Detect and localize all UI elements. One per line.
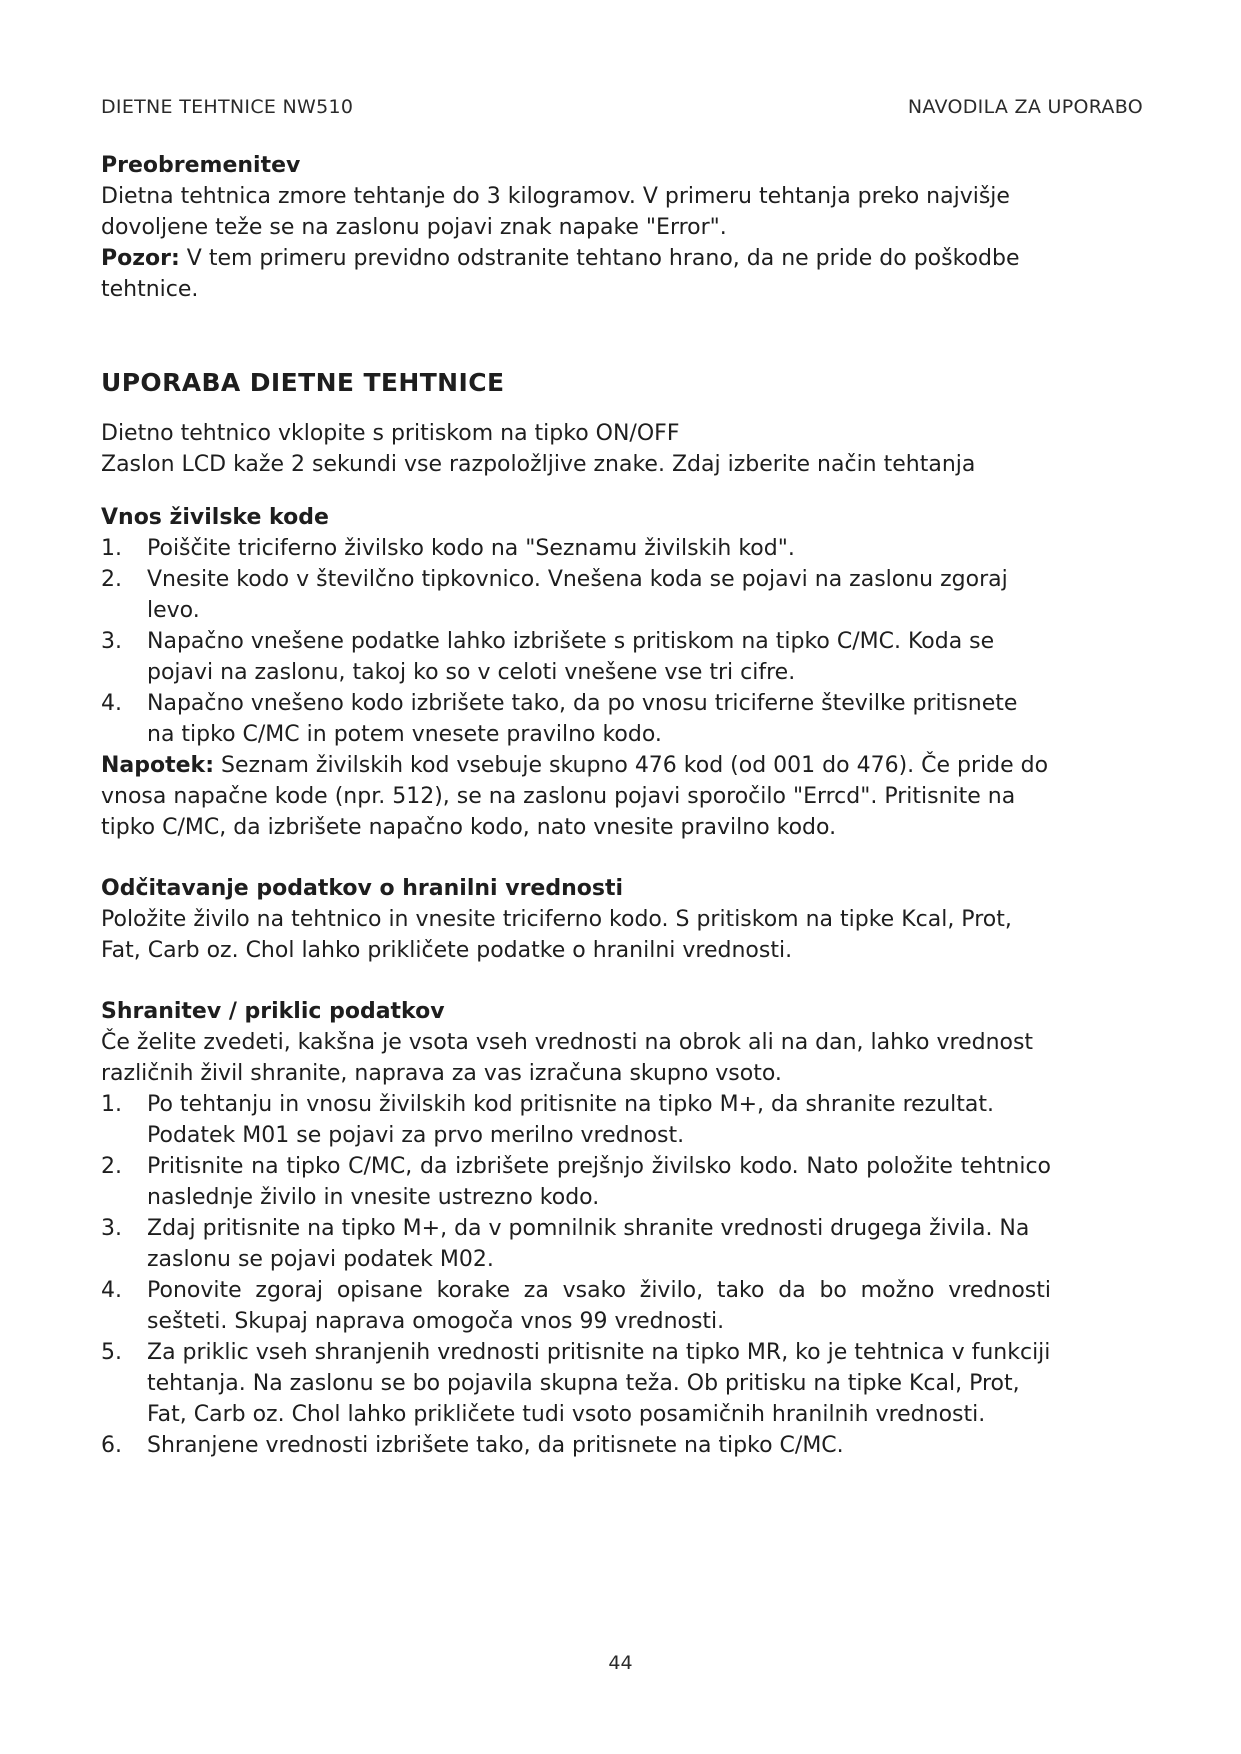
usage-section bbox=[101, 367, 1051, 480]
usage-line-1: Dietno tehtnico vklopite s pritiskom na tipko ON/OFF bbox=[101, 421, 680, 446]
list-item-number: 4. bbox=[101, 691, 122, 716]
list-item-text: Shranjene vrednosti izbrišete tako, da pritisnete na tipko C/MC. bbox=[147, 1433, 844, 1458]
list-item-text: Ponovite zgoraj opisane korake za vsako živilo, tako da bo možno vrednosti sešteti. Skupaj naprava omogoča vnos 99 vrednosti. bbox=[147, 1278, 1051, 1334]
list-item-text: Za priklic vseh shranjenih vrednosti pritisnite na tipko MR, ko je tehtnica v funkciji tehtanja. Na zaslonu se bo pojavila skupna teža. Ob pritisku na tipke Kcal, Prot, Fat, Carb oz. Chol lahko prikličete tudi vsoto posamičnih hranilnih vrednosti. bbox=[147, 1340, 1051, 1427]
overload-section bbox=[101, 150, 1051, 305]
list-item bbox=[101, 1089, 1051, 1151]
list-item bbox=[101, 1275, 1051, 1337]
food-code-list bbox=[101, 533, 1051, 750]
caution-text: V tem primeru previdno odstranite tehtano hrano, da ne pride do poškodbe tehtnice. bbox=[101, 246, 1020, 302]
storage-section bbox=[101, 996, 1051, 1461]
list-item bbox=[101, 1213, 1051, 1275]
note-text: Seznam živilskih kod vsebuje skupno 476 kod (od 001 do 476). Če pride do vnosa napačne kode (npr. 512), se na zaslonu pojavi sporočilo "Errcd". Pritisnite na tipko C/MC, da izbrišete napačno kodo, nato vnesite pravilno kodo. bbox=[101, 753, 1049, 840]
food-code-heading: Vnos živilske kode bbox=[101, 505, 329, 530]
food-code-note bbox=[101, 750, 1051, 843]
storage-heading: Shranitev / priklic podatkov bbox=[101, 999, 445, 1024]
list-item-text: Poiščite triciferno živilsko kodo na "Seznamu živilskih kod". bbox=[147, 536, 795, 561]
food-code-section bbox=[101, 502, 1051, 843]
list-item bbox=[101, 688, 1051, 750]
list-item-text: Napačno vnešene podatke lahko izbrišete s pritiskom na tipko C/MC. Koda se pojavi na zaslonu, takoj ko so v celoti vnešene vse tri cifre. bbox=[147, 629, 995, 685]
list-item-text: Po tehtanju in vnosu živilskih kod pritisnite na tipko M+, da shranite rezultat. Podatek M01 se pojavi za prvo merilno vrednost. bbox=[147, 1092, 995, 1148]
overload-heading: Preobremenitev bbox=[101, 153, 301, 178]
list-item-text: Napačno vnešeno kodo izbrišete tako, da po vnosu triciferne številke pritisnete na tipko C/MC in potem vnesete pravilno kodo. bbox=[147, 691, 1018, 747]
header-title: DIETNE TEHTNICE NW510 bbox=[101, 96, 354, 118]
list-item-text: Vnesite kodo v številčno tipkovnico. Vnešena koda se pojavi na zaslonu zgoraj levo. bbox=[147, 567, 1008, 623]
caution-label: Pozor: bbox=[101, 246, 180, 271]
list-item-number: 6. bbox=[101, 1433, 122, 1458]
reading-heading: Odčitavanje podatkov o hranilni vrednosti bbox=[101, 876, 624, 901]
list-item-number: 3. bbox=[101, 1216, 122, 1241]
list-item bbox=[101, 1151, 1051, 1213]
header-subtitle: NAVODILA ZA UPORABO bbox=[907, 96, 1143, 118]
list-item-number: 2. bbox=[101, 567, 122, 592]
list-item-text: Zdaj pritisnite na tipko M+, da v pomnilnik shranite vrednosti drugega živila. Na zaslonu se pojavi podatek M02. bbox=[147, 1216, 1030, 1272]
list-item-number: 1. bbox=[101, 1092, 122, 1117]
list-item-number: 1. bbox=[101, 536, 122, 561]
reading-text: Položite živilo na tehtnico in vnesite triciferno kodo. S pritiskom na tipke Kcal, Prot, Fat, Carb oz. Chol lahko prikličete podatke o hranilni vrednosti. bbox=[101, 907, 1012, 963]
list-item-text: Pritisnite na tipko C/MC, da izbrišete prejšnjo živilsko kodo. Nato položite tehtnico naslednje živilo in vnesite ustrezno kodo. bbox=[147, 1154, 1051, 1210]
overload-caution bbox=[101, 243, 1051, 305]
list-item bbox=[101, 1337, 1051, 1430]
reading-section bbox=[101, 873, 1051, 966]
list-item bbox=[101, 564, 1051, 626]
usage-heading: UPORABA DIETNE TEHTNICE bbox=[101, 368, 505, 397]
list-item-number: 4. bbox=[101, 1278, 122, 1303]
list-item bbox=[101, 533, 1051, 564]
list-item bbox=[101, 626, 1051, 688]
list-item-number: 3. bbox=[101, 629, 122, 654]
storage-list bbox=[101, 1089, 1051, 1461]
storage-intro: Če želite zvedeti, kakšna je vsota vseh vrednosti na obrok ali na dan, lahko vrednost različnih živil shranite, naprava za vas izračuna skupno vsoto. bbox=[101, 1030, 1034, 1086]
note-label: Napotek: bbox=[101, 753, 214, 778]
usage-line-2: Zaslon LCD kaže 2 sekundi vse razpoložljive znake. Zdaj izberite način tehtanja bbox=[101, 452, 976, 477]
overload-text: Dietna tehtnica zmore tehtanje do 3 kilogramov. V primeru tehtanja preko najvišje dovoljene teže se na zaslonu pojavi znak napake "Error". bbox=[101, 184, 1010, 240]
page-content bbox=[101, 150, 1051, 1461]
list-item-number: 5. bbox=[101, 1340, 122, 1365]
list-item bbox=[101, 1430, 1051, 1461]
page-number: 44 bbox=[608, 1652, 633, 1674]
list-item-number: 2. bbox=[101, 1154, 122, 1179]
